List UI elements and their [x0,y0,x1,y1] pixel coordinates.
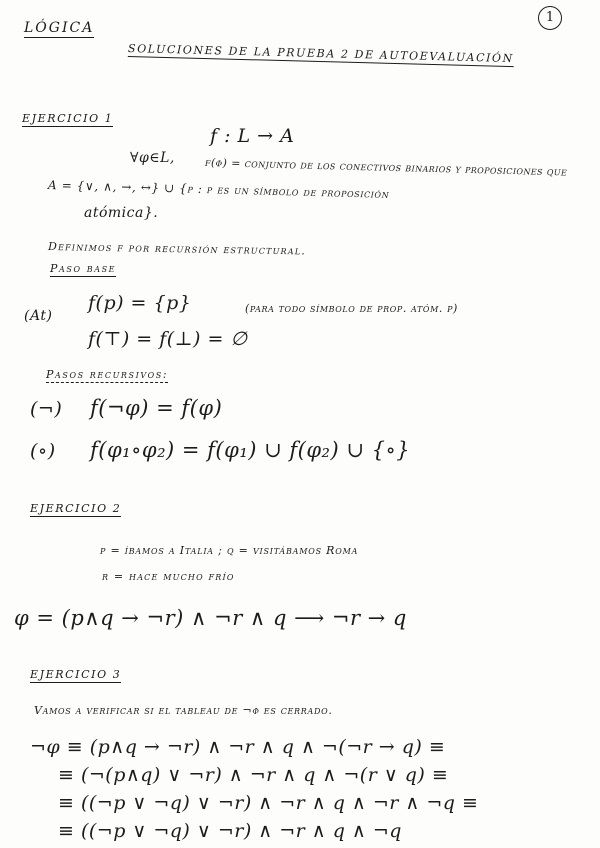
function-definition: f : L → A [210,125,295,147]
page-title: SOLUCIONES DE LA PRUEBA 2 DE AUTOEVALUACIÓN [127,42,515,66]
base-case-1-note: (para todo símbolo de prop. atóm. p) [245,302,458,315]
ejercicio1-heading: EJERCICIO 1 [22,112,114,125]
r-definition: r = hace mucho frío [102,570,235,583]
p-q-definitions: p = íbamos a Italia ; q = visitábamos Roma [100,544,359,557]
equivalence-line: ≡ ((¬p ∨ ¬q) ∨ ¬r) ∧ ¬r ∧ q ∧ ¬q [58,820,402,842]
set-a-definition: A = {∨, ∧, →, ↔} ∪ {p : p es un símbolo de proposición [47,178,390,201]
ejercicio2-heading: EJERCICIO 2 [30,502,122,515]
equivalence-line: ≡ ((¬p ∨ ¬q) ∨ ¬r) ∧ ¬r ∧ q ∧ ¬r ∧ ¬q ≡ [58,792,479,814]
page-number: 1 [538,6,562,30]
equivalence-line: ≡ (¬(p∧q) ∨ ¬r) ∧ ¬r ∧ q ∧ ¬(r ∨ q) ≡ [58,764,449,786]
equivalence-line: ¬φ ≡ (p∧q → ¬r) ∧ ¬r ∧ q ∧ ¬(¬r → q) ≡ [30,736,446,758]
base-case-2: f(⊤) = f(⊥) = ∅ [88,328,248,350]
forall-phi: ∀φ∈L, [130,150,175,166]
ejercicio3-heading: EJERCICIO 3 [30,668,122,681]
paso-base-label: Paso base [50,262,117,275]
at-label: (At) [24,308,53,324]
rec-neg-label: (¬) [30,398,63,420]
rec-bin-label: (∘) [30,440,56,462]
formula-phi: φ = (p∧q → ¬r) ∧ ¬r ∧ q ⟶ ¬r → q [14,606,407,630]
f-phi-definition: f(φ) = conjunto de los conectivos binarios y proposiciones que [204,156,568,179]
rec-bin-case: f(φ₁∘φ₂) = f(φ₁) ∪ f(φ₂) ∪ {∘} [90,438,411,462]
definimos-text: Definimos f por recursión estructural. [47,240,307,258]
subject-title: LÓGICA [24,20,95,36]
rec-neg-case: f(¬φ) = f(φ) [90,396,223,420]
pasos-recursivos-label: Pasos recursivos: [46,368,169,381]
atomica-text: atómica}. [84,205,159,221]
base-case-1: f(p) = {p} [88,292,192,314]
ejercicio3-intro: Vamos a verificar si el tableau de ¬φ es cerrado. [34,704,333,717]
